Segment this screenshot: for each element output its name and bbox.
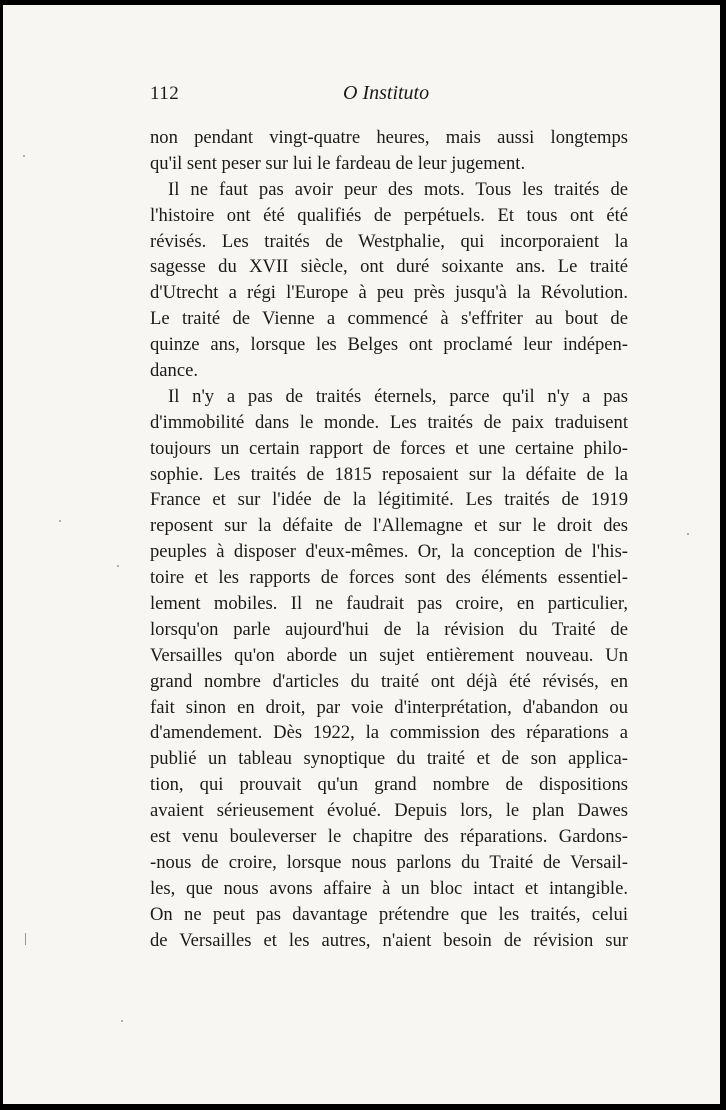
- scanned-page: [3, 5, 720, 1104]
- text-line: toujours un certain rapport de forces et une certaine philo-: [150, 437, 628, 459]
- running-title: O Instituto: [343, 82, 430, 104]
- text-line: On ne peut pas davantage prétendre que les traités, celui: [150, 903, 628, 925]
- text-line: l'histoire ont été qualifiés de perpétuels. Et tous ont été: [150, 204, 628, 226]
- page-number: 112: [150, 83, 180, 104]
- paragraph-2: [150, 177, 628, 384]
- text-line: Il n'y a pas de traités éternels, parce qu'il n'y a pas: [168, 385, 628, 407]
- text-line: sophie. Les traités de 1815 reposaient sur la défaite de la: [150, 463, 628, 485]
- text-line: d'Utrecht a régi l'Europe à peu près jusqu'à la Révolution.: [150, 282, 628, 304]
- text-line: non pendant vingt-quatre heures, mais aussi longtemps: [150, 127, 628, 148]
- text-line: sagesse du XVII siècle, ont duré soixante ans. Le traité: [150, 256, 628, 278]
- text-line: reposent sur la défaite de l'Allemagne et sur le droit des: [150, 515, 628, 537]
- paper-speck: [59, 520, 61, 522]
- text-line: publié un tableau synoptique du traité et de son applica-: [150, 748, 628, 770]
- paragraph-3: [150, 384, 628, 954]
- text-line: Il ne faut pas avoir peur des mots. Tous les traités de: [168, 178, 628, 200]
- paper-speck: [117, 565, 119, 567]
- text-line: lorsqu'on parle aujourd'hui de la révision du Traité de: [150, 618, 628, 640]
- text-line: d'amendement. Dès 1922, la commission des réparations a: [150, 722, 628, 744]
- paper-speck: [687, 533, 689, 535]
- text-line: France et sur l'idée de la légitimité. Les traités de 1919: [150, 489, 628, 511]
- text-line: Le traité de Vienne a commencé à s'effriter au bout de: [150, 308, 628, 330]
- text-line: révisés. Les traités de Westphalie, qui incorporaient la: [150, 230, 628, 252]
- text-line: fait sinon en droit, par voie d'interprétation, d'abandon ou: [150, 696, 628, 718]
- page-header: [150, 83, 626, 109]
- text-line: avaient sérieusement évolué. Depuis lors, le plan Dawes: [150, 800, 628, 822]
- text-line: -nous de croire, lorsque nous parlons du Traité de Versail-: [150, 851, 628, 873]
- text-line: qu'il sent peser sur lui le fardeau de leur jugement.: [150, 152, 526, 174]
- text-line: lement mobiles. Il ne faudrait pas croire, en particulier,: [150, 593, 628, 615]
- body-text: [150, 125, 628, 954]
- text-line: peuples à disposer d'eux-mêmes. Or, la conception de l'his-: [150, 541, 628, 563]
- text-line: dance.: [150, 360, 199, 382]
- paper-speck: [25, 933, 26, 945]
- paragraph-1: [150, 125, 628, 177]
- text-line: les, que nous avons affaire à un bloc intact et intangible.: [150, 877, 628, 899]
- text-line: grand nombre d'articles du traité ont déjà été révisés, en: [150, 670, 628, 692]
- text-line: toire et les rapports de forces sont des éléments essentiel-: [150, 567, 628, 589]
- paper-speck: [23, 155, 25, 157]
- text-line: Versailles qu'on aborde un sujet entièrement nouveau. Un: [150, 644, 628, 666]
- paper-speck: [121, 1020, 123, 1022]
- text-line: quinze ans, lorsque les Belges ont proclamé leur indépen-: [150, 334, 628, 356]
- text-line: tion, qui prouvait qu'un grand nombre de dispositions: [150, 774, 628, 796]
- text-line: de Versailles et les autres, n'aient besoin de révision sur: [150, 929, 628, 951]
- text-line: d'immobilité dans le monde. Les traités de paix traduisent: [150, 411, 628, 433]
- text-line: est venu bouleverser le chapitre des réparations. Gardons-: [150, 826, 628, 848]
